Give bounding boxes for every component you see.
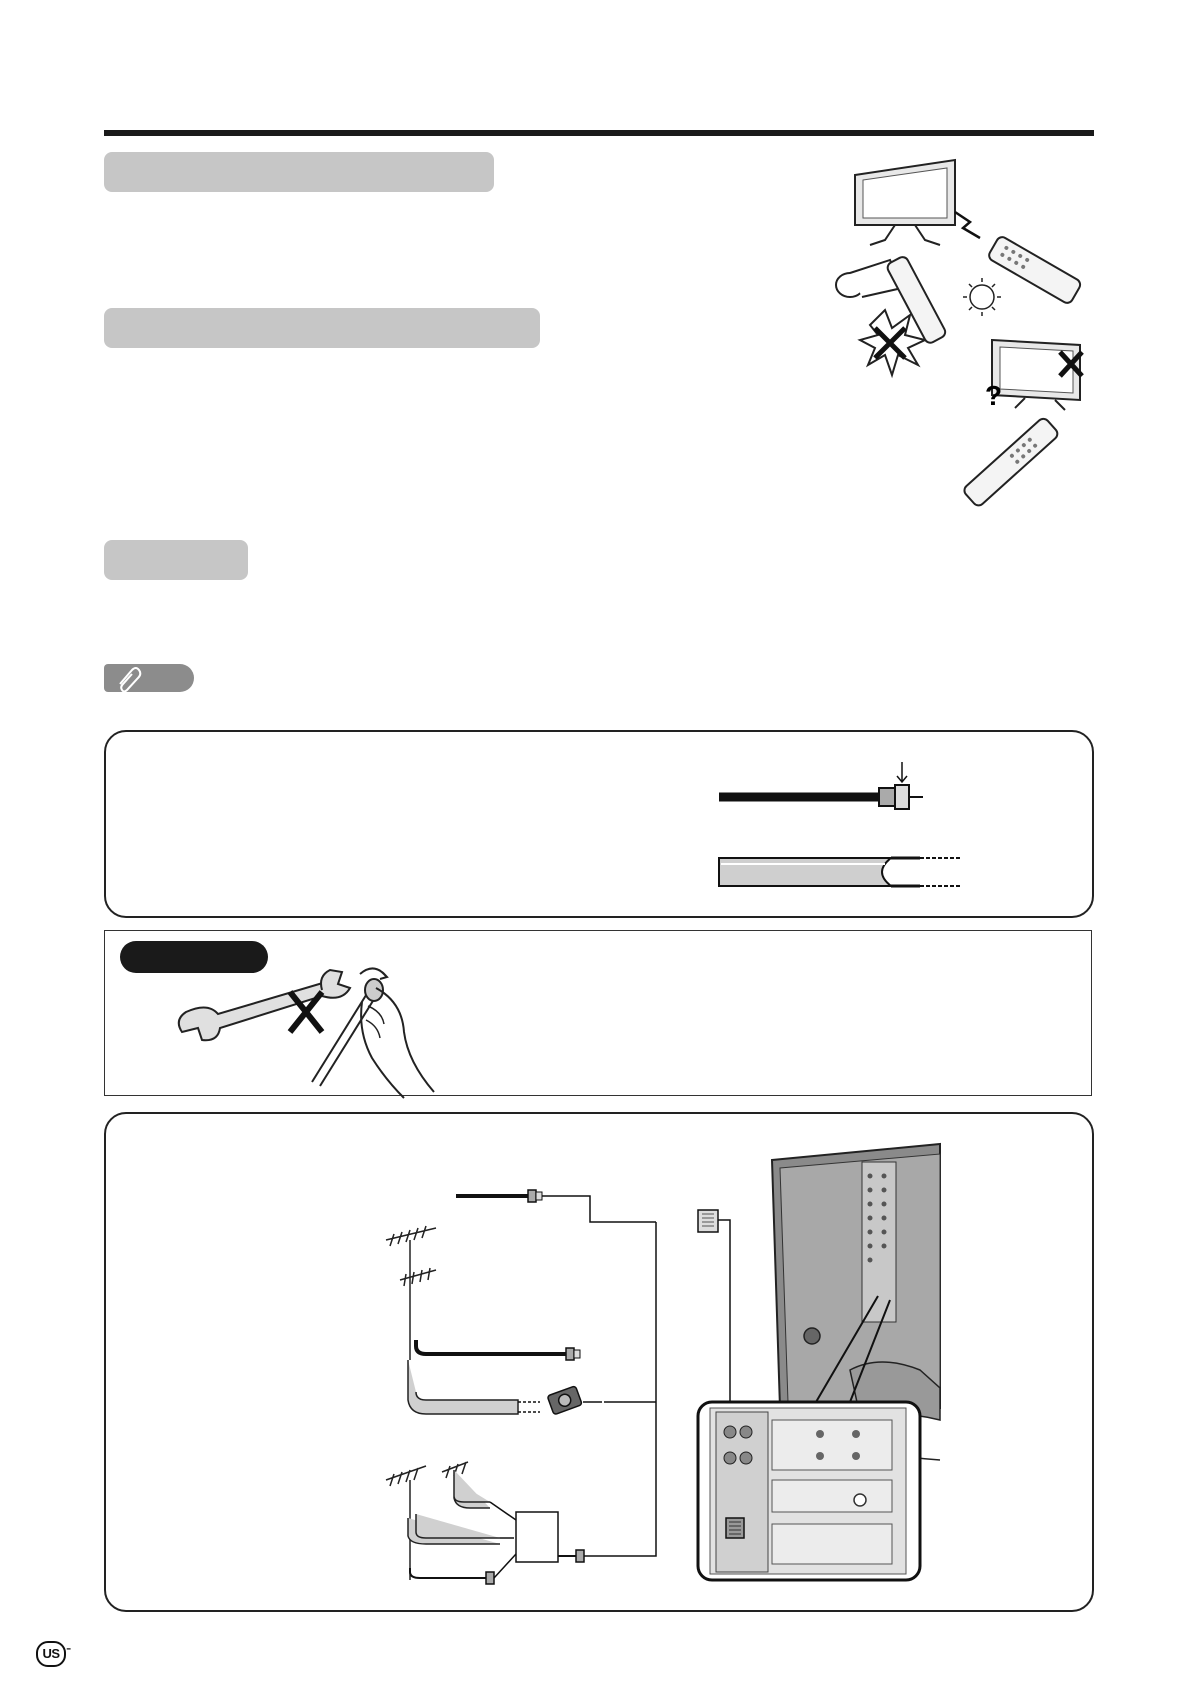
caution-illustration <box>172 962 442 1112</box>
tv-blocked-icon <box>992 340 1082 410</box>
matching-transformer-icon <box>547 1386 582 1415</box>
remote-icon-2 <box>962 416 1060 507</box>
cable-tv-source <box>456 1190 642 1222</box>
twin-lead-antenna-cable <box>408 1360 602 1415</box>
section-header-bar-3 <box>104 540 248 580</box>
paperclip-icon <box>112 664 152 692</box>
remote-icon <box>987 235 1082 305</box>
antenna-connection-diagram <box>380 1140 940 1580</box>
separate-antennas-icon <box>386 1462 584 1584</box>
coaxial-antenna-cable <box>416 1340 580 1360</box>
f-connector-icon <box>879 788 895 806</box>
tv-icon <box>855 160 955 245</box>
page-number-separator: - <box>66 1640 72 1657</box>
section-header-bar-2 <box>104 308 540 348</box>
combiner-icon <box>516 1512 558 1562</box>
section-header-bar-1 <box>104 152 494 192</box>
arrow-down-icon <box>897 762 907 782</box>
region-badge: US <box>36 1641 66 1667</box>
sun-icon <box>963 278 1001 316</box>
header-rule <box>104 130 1094 136</box>
twin-lead-cable-icon <box>719 858 960 886</box>
question-icon: ? <box>985 380 1003 411</box>
vhf-uhf-antenna-icon <box>386 1226 436 1360</box>
terminal-closeup <box>698 1402 920 1580</box>
cable-types-illustration <box>715 752 975 892</box>
connection-lines <box>584 1222 656 1556</box>
note-label <box>104 664 194 692</box>
wrench-icon <box>179 970 350 1040</box>
signal-icon <box>955 212 980 238</box>
remote-control-illustration <box>830 150 1090 510</box>
drop-warning-icon <box>836 255 947 375</box>
